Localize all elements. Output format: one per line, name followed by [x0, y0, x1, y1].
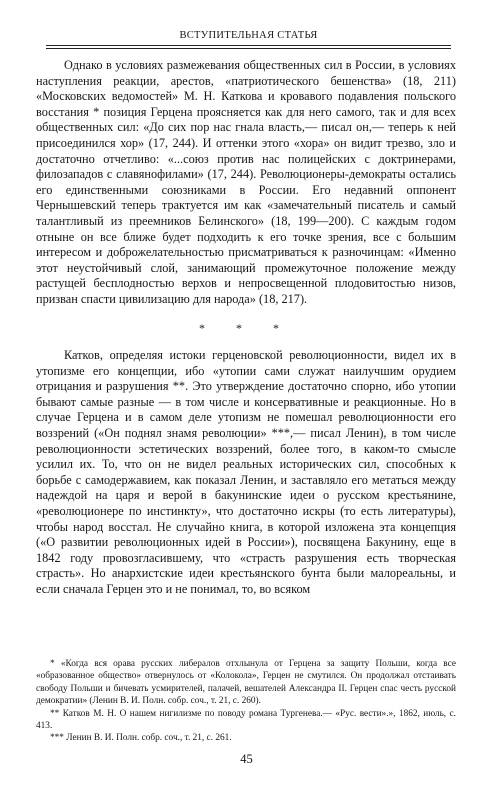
main-text — [36, 58, 456, 598]
footnote-1: * «Когда вся орава русских либералов отхлынула от Герцена за защиту Польши, когда все «образованное общество» отвернулось от «Колокола», Герцен не смутился. Он продолжал отстаивать свободу Польши и бичевать усмирителей, палачей, вешателей Александра II. Герцен спас честь русской демократии» (Ленин В. И. Полн. собр. соч., т. 21, с. 260). — [36, 659, 456, 707]
footnotes — [36, 658, 456, 745]
page-number: 45 — [240, 752, 253, 766]
section-separator: * * * — [199, 320, 293, 335]
running-header: ВСТУПИТЕЛЬНАЯ СТАТЬЯ — [179, 30, 318, 41]
header-rule-top — [46, 45, 451, 46]
paragraph-1: Однако в условиях размежевания общественных сил в России, в условиях наступления реакции, арестов, «патриотического бешенства» (18, 211) «Московских ведомостей» М. Н. Каткова и кровавого подавления польского восстания * позиция Герцена проясняется как для него самого, так и для всех общественных сил: «До сих пор нас гнала власть,— писал он,— теперь к ней присоединился хор» (17, 244). И оттенки этого «хора» он видит трезво, зло и достаточно отчетливо: «...союз против нас полицейских с доктринерами, филозападов с славянофилами» (17, 244). Революционеры-демократы остались его единственными союзниками в России. Его недавний оппонент Чернышевский теперь трактуется им как «замечательный писатель и самый талантливый из преемников Белинского» (18, 199—200). С каждым годом отныне он все ближе будет подходить к его точке зрения, все с большим интересом и доброжелательностью присматриваться к разночинцам: «Именно этот неустойчивый слой, занимающий промежуточное положение между растущей бесплодностью верхов и непросвещенной плодовитостью низов, призван спасти цивилизацию для народа» (18, 217). — [36, 58, 456, 306]
header-rule-bottom — [46, 48, 451, 49]
footnote-2: ** Катков М. Н. О нашем нигилизме по поводу романа Тургенева.— «Рус. вести».», 1862, июль, с. 413. — [36, 708, 456, 732]
footnote-3: *** Ленин В. И. Полн. собр. соч., т. 21, с. 261. — [50, 733, 232, 744]
paragraph-2: Катков, определяя истоки герценовской революционности, видел их в утопизме его концепции, ибо «утопии сами служат наилучшим орудием отрицания и разрушения **. Это утверждение достаточно спорно, ибо утопии бывают самые разные — в том числе и консервативные и реакционные. Но в случае Герцена и в самом деле утопизм не помешал революционности его воззрений («Он поднял знамя революции» ***,— писал Ленин), в том числе революционности эстетических воззрений, более того, в каком-то смысле усилил их. То, что он не видел реальных исторических сил, способных к борьбе с самодержавием, как показал Ленин, и заставляло его метаться между надеждой на царя и верой в бакунинские идеи о русском крестьянине, «революционере по инстинкту», что достаточно искры (то есть литературы), чтобы народ восстал. Не случайно книга, в которой изложена эта концепция («О развитии революционных идей в России»), посвящена Бакунину, еще в 1842 году провозгласившему, что «страсть разрушения есть творческая страсть». Но анархистские идеи крестьянского бунта были малореальны, и если сначала Герцен это и не понимал, то, во всяком — [36, 348, 456, 596]
